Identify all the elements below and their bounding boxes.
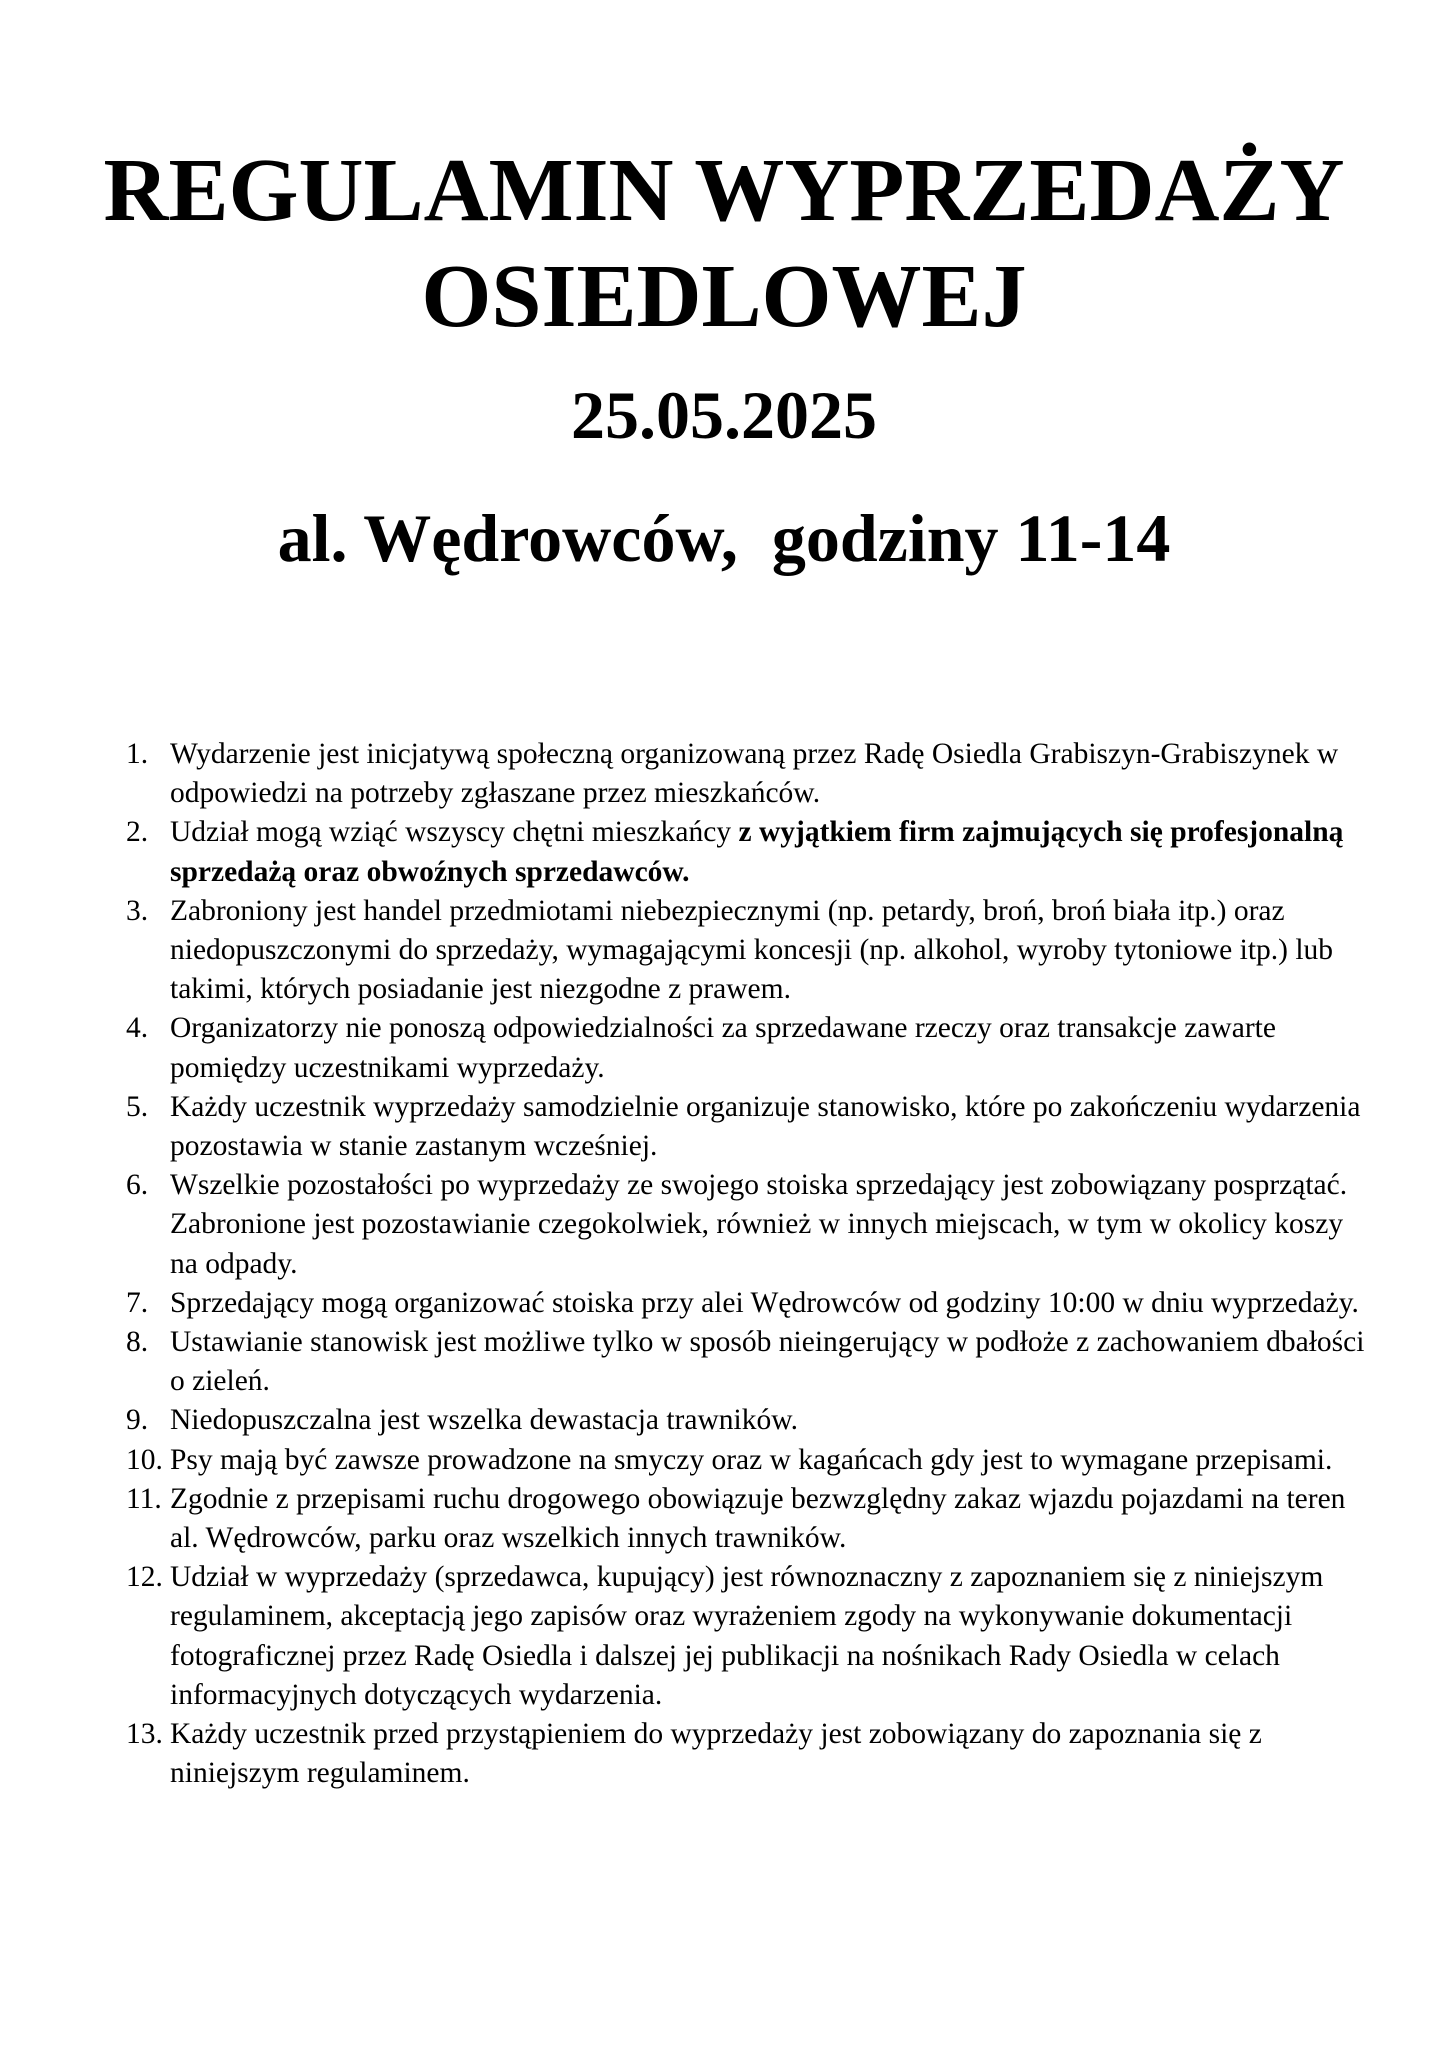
rule-text: Każdy uczestnik wyprzedaży samodzielnie organizuje stanowisko, które po zakończeniu wydarzenia pozostawia w stanie zastanym wcześniej. bbox=[170, 1090, 1361, 1163]
title-line-2: OSIEDLOWEJ bbox=[421, 247, 1027, 346]
rule-number: 11. bbox=[126, 1482, 162, 1515]
rule-number: 13. bbox=[126, 1718, 163, 1751]
rule-text: Udział w wyprzedaży (sprzedawca, kupujący) jest równoznaczny z zapoznaniem się z niniejszym regulaminem, akceptacją jego zapisów oraz wyrażeniem zgody na wykonywanie dokumentacji fotograficznej przez Radę Osiedla i dalszej jej publikacji na nośnikach Rady Osiedla w celach informacyjnych dotyczących wydarzenia. bbox=[170, 1561, 1324, 1711]
rule-number: 6. bbox=[126, 1169, 149, 1202]
rule-number: 12. bbox=[126, 1561, 163, 1594]
rule-item-3 bbox=[126, 892, 1371, 1010]
event-date: 25.05.2025 bbox=[571, 377, 877, 453]
rule-number: 8. bbox=[126, 1326, 149, 1359]
rule-item-2 bbox=[126, 813, 1371, 891]
rules-list bbox=[126, 735, 1371, 1793]
rule-number: 5. bbox=[126, 1090, 149, 1123]
rule-number: 3. bbox=[126, 894, 149, 927]
rule-text: Organizatorzy nie ponoszą odpowiedzialności za sprzedawane rzeczy oraz transakcje zawarte pomiędzy uczestnikami wyprzedaży. bbox=[170, 1012, 1276, 1084]
rule-text: Zgodnie z przepisami ruchu drogowego obowiązuje bezwzględny zakaz wjazdu pojazdami na teren al. Wędrowców, parku oraz wszelkich innych trawników. bbox=[170, 1482, 1346, 1555]
rule-item-11 bbox=[126, 1480, 1371, 1558]
rule-text: Udział mogą wziąć wszyscy chętni mieszkańcy z wyjątkiem firm zajmujących się profesjonalną sprzedażą oraz obwoźnych sprzedawców. bbox=[170, 816, 1344, 888]
rule-number: 7. bbox=[126, 1286, 149, 1319]
rule-text: Wszelkie pozostałości po wyprzedaży ze swojego stoiska sprzedający jest zobowiązany posprzątać. Zabronione jest pozostawianie czegokolwiek, również w innych miejscach, w tym w okolicy koszy na odpady. bbox=[170, 1169, 1348, 1280]
rule-text: Sprzedający mogą organizować stoiska przy alei Wędrowców od godziny 10:00 w dniu wyprzedaży. bbox=[170, 1286, 1359, 1319]
rule-text: Psy mają być zawsze prowadzone na smyczy oraz w kagańcach gdy jest to wymagane przepisami. bbox=[170, 1443, 1333, 1476]
rule-item-5 bbox=[126, 1088, 1371, 1166]
rule-number: 9. bbox=[126, 1404, 149, 1437]
rule-number: 2. bbox=[126, 816, 149, 849]
rule-number: 1. bbox=[126, 738, 149, 770]
rule-number: 10. bbox=[126, 1443, 163, 1476]
rule-number: 4. bbox=[126, 1012, 149, 1045]
rule-item-1 bbox=[126, 735, 1371, 813]
rule-text: Każdy uczestnik przed przystąpieniem do wyprzedaży jest zobowiązany do zapoznania się z niniejszym regulaminem. bbox=[170, 1718, 1262, 1790]
title-line-1: REGULAMIN WYPRZEDAŻY bbox=[103, 141, 1345, 240]
rule-item-8 bbox=[126, 1323, 1371, 1401]
rule-text: Ustawianie stanowisk jest możliwe tylko w sposób nieingerujący w podłoże z zachowaniem dbałości o zieleń. bbox=[170, 1326, 1365, 1398]
rule-item-10 bbox=[126, 1441, 1371, 1480]
event-location-hours: al. Wędrowców, godziny 11-14 bbox=[277, 500, 1171, 576]
document-title bbox=[0, 138, 1448, 350]
rule-emphasis: z wyjątkiem firm zajmujących się profesjonalną sprzedażą oraz obwoźnych sprzedawców. bbox=[170, 816, 1344, 888]
rule-item-12 bbox=[126, 1558, 1371, 1715]
rule-item-6 bbox=[126, 1166, 1371, 1284]
rule-text: Wydarzenie jest inicjatywą społeczną organizowaną przez Radę Osiedla Grabiszyn-Grabiszynek w odpowiedzi na potrzeby zgłaszane przez mieszkańców. bbox=[170, 738, 1339, 810]
rule-text: Niedopuszczalna jest wszelka dewastacja trawników. bbox=[170, 1404, 798, 1437]
rule-item-13 bbox=[126, 1715, 1371, 1793]
rule-text: Zabroniony jest handel przedmiotami niebezpiecznymi (np. petardy, broń, broń biała itp.) oraz niedopuszczonymi do sprzedaży, wymagającymi koncesji (np. alkohol, wyroby tytoniowe itp.) lub takimi, których posiadanie jest niezgodne z prawem. bbox=[170, 894, 1334, 1006]
rule-item-9 bbox=[126, 1401, 1371, 1440]
rule-item-7 bbox=[126, 1284, 1371, 1323]
rule-item-4 bbox=[126, 1009, 1371, 1087]
